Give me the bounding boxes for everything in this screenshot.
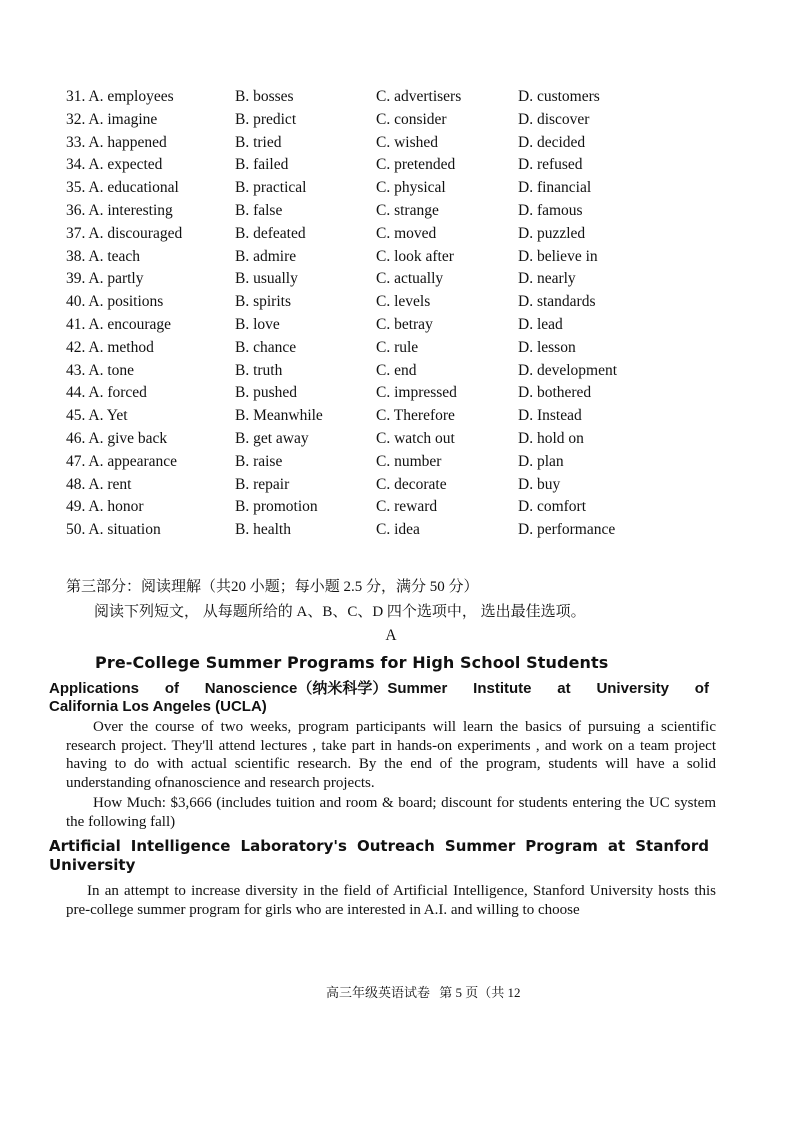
option-b: B. defeated	[235, 224, 306, 242]
program1-title-line2: California Los Angeles (UCLA)	[49, 698, 267, 715]
program1-title-word: Nanoscience（纳米科学）Summer	[204, 680, 448, 697]
question-row	[66, 337, 766, 360]
option-a: 46. A. give back	[66, 429, 168, 447]
option-c: C. number	[376, 452, 442, 470]
question-row	[66, 132, 766, 155]
question-row	[66, 223, 766, 246]
program1-description: Over the course of two weeks, program participants will learn the basics of pursuing a scientific research project. They'll attend lectures , take part in hands-on experiments , and work on a team project having to do with actual scientific research. By the end of the program, students will have a solid understanding ofnanoscience and research projects.	[66, 719, 716, 791]
program1-title-word: of	[164, 680, 179, 697]
option-d: D. financial	[518, 179, 592, 197]
option-d: D. discover	[518, 110, 590, 128]
question-row	[66, 382, 766, 405]
option-a: 41. A. encourage	[66, 315, 172, 333]
option-b: B. love	[235, 315, 280, 333]
option-b: B. chance	[235, 338, 297, 356]
option-d: D. nearly	[518, 270, 576, 288]
option-c: C. rule	[376, 338, 419, 356]
option-d: D. Instead	[518, 407, 582, 425]
page-footer	[326, 985, 527, 1001]
answer-options-table	[66, 86, 766, 542]
option-b: B. usually	[235, 270, 298, 288]
option-c: C. reward	[376, 498, 438, 516]
program1-title-word: Institute	[473, 680, 532, 697]
program1-title-word: at	[557, 680, 571, 697]
option-d: D. lead	[518, 315, 563, 333]
option-c: C. decorate	[376, 475, 447, 493]
option-d: D. plan	[518, 452, 564, 470]
question-row	[66, 86, 766, 109]
option-b: B. promotion	[235, 498, 318, 516]
option-a: 50. A. situation	[66, 521, 161, 539]
question-row	[66, 474, 766, 497]
option-c: C. advertisers	[376, 88, 462, 105]
question-row	[66, 109, 766, 132]
program1-title	[49, 680, 709, 716]
option-c: C. look after	[376, 247, 454, 265]
program2-title: Artificial Intelligence Laboratory's Outreach Summer Program at Stanford University	[49, 837, 709, 874]
option-b: B. false	[235, 201, 283, 219]
option-d: D. standards	[518, 293, 596, 311]
option-c: C. levels	[376, 293, 431, 311]
option-a: 38. A. teach	[66, 247, 141, 265]
option-c: C. consider	[376, 110, 447, 128]
footer-exam-name: 高三年级英语试卷	[326, 985, 431, 1000]
option-a: 43. A. tone	[66, 361, 135, 379]
option-d: D. lesson	[518, 338, 576, 356]
program1-title-line1	[49, 680, 709, 698]
option-c: C. watch out	[376, 429, 455, 447]
option-a: 39. A. partly	[66, 270, 144, 288]
option-b: B. health	[235, 521, 291, 539]
section-heading: 第三部分：阅读理解（共20 小题；每小题 2.5 分，满分 50 分）	[66, 579, 479, 595]
option-b: B. truth	[235, 361, 283, 379]
option-b: B. predict	[235, 110, 297, 128]
option-b: B. get away	[235, 429, 309, 447]
option-a: 31. A. employees	[66, 88, 174, 105]
option-a: 32. A. imagine	[66, 110, 158, 128]
question-row	[66, 154, 766, 177]
option-d: D. customers	[518, 88, 600, 105]
option-d: D. decided	[518, 133, 586, 151]
program1-cost: How Much: $3,666 (includes tuition and room & board; discount for students entering the UC system the following fall)	[66, 795, 716, 830]
option-a: 44. A. forced	[66, 384, 147, 402]
option-a: 42. A. method	[66, 338, 154, 356]
question-row	[66, 428, 766, 451]
option-d: D. refused	[518, 156, 583, 174]
option-b: B. bosses	[235, 88, 294, 105]
option-b: B. failed	[235, 156, 289, 174]
question-row	[66, 268, 766, 291]
option-d: D. believe in	[518, 247, 598, 265]
option-c: C. strange	[376, 201, 439, 219]
option-b: B. tried	[235, 133, 282, 151]
option-d: D. buy	[518, 475, 561, 493]
question-row	[66, 360, 766, 383]
passage-letter: A	[385, 627, 397, 644]
question-row	[66, 451, 766, 474]
program1-title-word: University	[596, 680, 669, 697]
option-b: B. Meanwhile	[235, 407, 323, 425]
question-row	[66, 177, 766, 200]
question-row	[66, 314, 766, 337]
option-c: C. actually	[376, 270, 444, 288]
footer-page-info: 第 5 页（共 12	[439, 985, 521, 1000]
question-row	[66, 519, 766, 542]
option-b: B. pushed	[235, 384, 297, 402]
option-c: C. moved	[376, 224, 437, 242]
option-c: C. Therefore	[376, 407, 455, 425]
option-c: C. impressed	[376, 384, 457, 402]
option-a: 36. A. interesting	[66, 201, 173, 219]
option-a: 35. A. educational	[66, 179, 179, 197]
option-a: 40. A. positions	[66, 293, 164, 311]
option-a: 47. A. appearance	[66, 452, 178, 470]
option-a: 33. A. happened	[66, 133, 167, 151]
section-instruction: 阅读下列短文， 从每题所给的 A、B、C、D 四个选项中， 选出最佳选项。	[94, 604, 586, 620]
question-row	[66, 200, 766, 223]
option-c: C. end	[376, 361, 417, 379]
option-d: D. puzzled	[518, 224, 586, 242]
question-row	[66, 291, 766, 314]
option-a: 37. A. discouraged	[66, 224, 183, 242]
program1-title-word: Applications	[49, 680, 140, 697]
option-c: C. wished	[376, 133, 438, 151]
option-d: D. development	[518, 361, 618, 379]
option-b: B. raise	[235, 452, 283, 470]
option-c: C. pretended	[376, 156, 456, 174]
question-row	[66, 405, 766, 428]
option-a: 45. A. Yet	[66, 407, 128, 425]
option-d: D. hold on	[518, 429, 584, 447]
option-b: B. repair	[235, 475, 290, 493]
option-d: D. comfort	[518, 498, 587, 516]
passage-title: Pre-College Summer Programs for High School Students	[95, 653, 609, 672]
option-c: C. betray	[376, 315, 433, 333]
option-b: B. spirits	[235, 293, 291, 311]
option-d: D. famous	[518, 201, 583, 219]
option-a: 48. A. rent	[66, 475, 132, 493]
program2-description: In an attempt to increase diversity in the field of Artificial Intelligence, Stanford University hosts this pre-college summer program for girls who are interested in A.I. and willing to choose	[66, 883, 716, 918]
option-c: C. physical	[376, 179, 446, 197]
question-row	[66, 246, 766, 269]
option-c: C. idea	[376, 521, 420, 539]
option-d: D. bothered	[518, 384, 592, 402]
option-b: B. admire	[235, 247, 297, 265]
option-b: B. practical	[235, 179, 307, 197]
option-d: D. performance	[518, 521, 616, 539]
program1-title-word: of	[694, 680, 709, 697]
option-a: 49. A. honor	[66, 498, 144, 516]
question-row	[66, 496, 766, 519]
option-a: 34. A. expected	[66, 156, 163, 174]
